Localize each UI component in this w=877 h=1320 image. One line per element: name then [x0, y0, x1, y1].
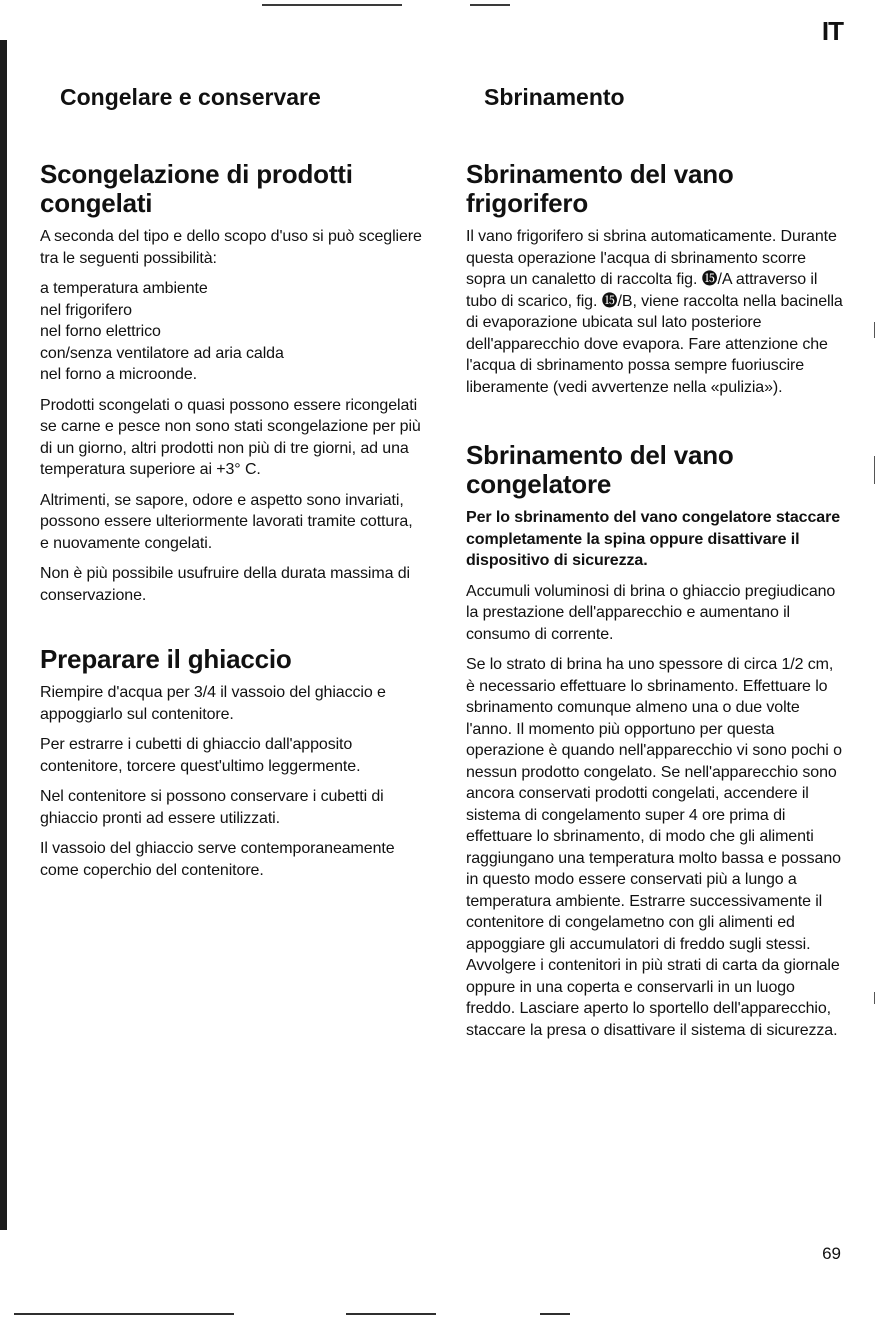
scan-line-top	[262, 4, 402, 6]
thaw-storage-paragraph: Non è più possibile usufruire della durata massima di conservazione.	[40, 565, 411, 604]
margin-mark	[874, 322, 875, 338]
scan-line-top-2	[470, 4, 510, 6]
thaw-intro: A seconda del tipo e dello scopo d'uso si può scegliere tra le seguenti possibilità:	[40, 228, 422, 267]
page-number: 69	[822, 1244, 841, 1263]
left-column	[40, 160, 425, 890]
section-title-right: Sbrinamento	[484, 84, 625, 110]
thaw-option: nel frigorifero	[40, 301, 132, 319]
ice-fill-paragraph: Riempire d'acqua per 3/4 il vassoio del ghiaccio e appoggiarlo sul contenitore.	[40, 684, 386, 723]
thaw-option: nel forno a microonde.	[40, 366, 198, 383]
scan-line-bottom	[14, 1313, 234, 1315]
thaw-refreeze-paragraph: Prodotti scongelati o quasi possono essere ricongelati se carne e pesce non sono stati scongelazione per più di un giorno, altri prodotti non più di tre giorni, ad una temperatura superiore ai +3° C.	[40, 396, 421, 478]
scan-edge-left	[0, 40, 7, 1230]
section-title-left: Congelare e conservare	[60, 84, 321, 110]
freezer-warning: Per lo sbrinamento del vano congelatore staccare completamente la spina oppure disattivare il dispositivo di sicurezza.	[466, 509, 840, 569]
scan-line-bottom-2	[346, 1313, 436, 1315]
thaw-cooking-paragraph: Altrimenti, se sapore, odore e aspetto sono invariati, possono essere ulteriormente lavorati tramite cottura, e nuovamente congelati.	[40, 491, 413, 552]
freezer-procedure-paragraph: Se lo strato di brina ha uno spessore di circa 1/2 cm, è necessario effettuare lo sbrinamento. Effettuare lo sbrinamento comunque almeno una o due volte l'anno. Il momento più opportuno per questa operazione è quando nell'apparecchio vi sono pochi o nessun prodotto congelato. Se nell'apparecchio sono ancora conservati prodotti congelati, accendere il sistema di congelamento super 4 ore prima di effettuare lo sbrinamento, di modo che gli alimenti raggiungano una temperatura molto bassa e possano in questo modo essere conservati più a lungo a temperatura ambiente. Estrarre successivamente il contenitore di congelametno con gli alimenti ed appoggiare gli accumulatori di freddo sugli stessi. Avvolgere i contenitori in più strati di carta da giornale oppure in una coperta e conservarli in un luogo freddo. Lasciare aperto lo sportello dell'apparecchio, staccare la presa o disattivare il sistema di sicurezza.	[466, 656, 842, 1039]
thaw-option: con/senza ventilatore ad aria calda	[40, 344, 284, 362]
thaw-option: a temperatura ambiente	[40, 280, 208, 297]
fridge-defrost-paragraph: Il vano frigorifero si sbrina automaticamente. Durante questa operazione l'acqua di sbrinamento scorre sopra un canaletto di raccolta fig. ⓯/A attraverso il tubo di scarico, fig. ⓯/B, viene raccolta nella bacinella di evaporazione ubicata sul lato posteriore dell'apparecchio dove evapora. Fare attenzione che l'acqua di sbrinamento possa sempre fuoriuscire liberamente (vedi avvertenze nella «pulizia»).	[466, 228, 843, 396]
thaw-heading: Scongelazione di prodotti congelati	[40, 159, 353, 218]
ice-remove-paragraph: Per estrarre i cubetti di ghiaccio dall'apposito contenitore, torcere quest'ultimo leggermente.	[40, 736, 361, 775]
freezer-defrost-heading: Sbrinamento del vano congelatore	[466, 440, 734, 499]
thaw-options-list	[40, 278, 425, 386]
thaw-option: nel forno elettrico	[40, 323, 161, 340]
scan-line-bottom-3	[540, 1313, 570, 1315]
ice-store-paragraph: Nel contenitore si possono conservare i cubetti di ghiaccio pronti ad essere utilizzati.	[40, 788, 384, 827]
ice-lid-paragraph: Il vassoio del ghiaccio serve contemporaneamente come coperchio del contenitore.	[40, 840, 395, 879]
ice-heading: Preparare il ghiaccio	[40, 644, 292, 674]
right-column	[466, 160, 846, 1050]
margin-mark	[874, 456, 875, 484]
language-tag: IT	[821, 16, 843, 46]
margin-mark	[874, 992, 875, 1004]
fridge-defrost-heading: Sbrinamento del vano frigorifero	[466, 159, 734, 218]
freezer-frost-paragraph: Accumuli voluminosi di brina o ghiaccio pregiudicano la prestazione dell'apparecchio e aumentano il consumo di corrente.	[466, 582, 836, 643]
